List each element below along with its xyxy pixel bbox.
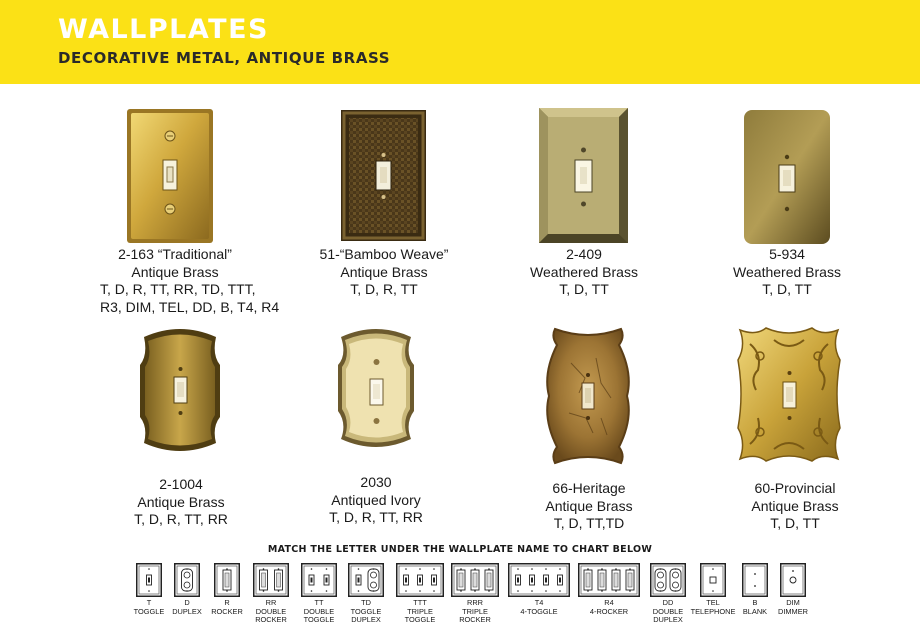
chart-plate-icon (451, 563, 499, 597)
product-finish: Weathered Brass (733, 263, 841, 280)
chart-item-description: TOGGLE (404, 615, 436, 625)
product-name: 2-409 (566, 246, 602, 262)
product-configs: T, D, R, TT (350, 281, 418, 297)
chart-item-description: DUPLEX (351, 615, 381, 625)
product-finish: Weathered Brass (530, 263, 638, 280)
product-configs: R3, DIM, TEL, DD, B, T4, R4 (100, 298, 280, 315)
chart-item-td (336, 563, 396, 625)
chart-item-description: TOGGLE (303, 615, 335, 625)
product-finish: Antique Brass (340, 263, 428, 280)
product-name: 51-“Bamboo Weave” (319, 246, 449, 262)
chart-item-code: T4 (534, 598, 544, 607)
chart-item-code: B (752, 598, 758, 607)
chart-plate-icon (348, 563, 384, 597)
product-finish: Antique Brass (131, 263, 219, 280)
chart-item-code: DIM (786, 598, 800, 607)
chart-item-t4 (508, 563, 570, 616)
product-name: 2-163 “Traditional” (118, 246, 232, 262)
chart-plate-icon (301, 563, 337, 597)
chart-item-r4 (578, 563, 640, 616)
chart-plate-icon (396, 563, 444, 597)
chart-item-code: RR (265, 598, 277, 607)
product-caption-bamboo-weave (304, 246, 464, 299)
chart-item-description: ROCKER (211, 606, 243, 616)
product-configs: T, D, TT,TD (553, 515, 625, 531)
chart-plate-icon (508, 563, 570, 597)
product-caption-provincial (720, 480, 870, 533)
chart-plate-icon (780, 563, 806, 597)
product-finish: Antique Brass (137, 493, 225, 510)
wallplate-weathered-5934-image (744, 110, 830, 244)
product-finish: Antique Brass (751, 497, 839, 514)
chart-item-description: 4-TOGGLE (520, 606, 558, 616)
product-finish: Antiqued Ivory (331, 491, 421, 508)
product-caption-traditional (100, 246, 280, 316)
chart-item-code: D (184, 598, 190, 607)
chart-plate-icon (700, 563, 726, 597)
product-configs: T, D, TT (559, 281, 609, 297)
product-configs: T, D, R, TT, RR (134, 511, 228, 527)
chart-item-ttt (390, 563, 450, 625)
wallplate-heritage-image (541, 323, 635, 469)
chart-item-code: TEL (706, 598, 720, 607)
product-caption-2409 (509, 246, 659, 299)
chart-heading: MATCH THE LETTER UNDER THE WALLPLATE NAME TO CHART BELOW (267, 544, 653, 555)
product-name: 60-Provincial (754, 480, 836, 496)
product-name: 66-Heritage (552, 480, 626, 496)
chart-item-description: DUPLEX (172, 606, 202, 616)
chart-item-code: RRR (466, 598, 483, 607)
product-configs: T, D, TT (762, 281, 812, 297)
wallplate-traditional-image (126, 108, 214, 244)
chart-item-description: TOGGLE (350, 606, 382, 616)
chart-item-description: DOUBLE (652, 606, 684, 616)
chart-item-description: TRIPLE (462, 606, 488, 616)
chart-item-code: R4 (604, 598, 614, 607)
chart-item-code: DD (662, 598, 674, 607)
product-configs: T, D, R, TT, RR (329, 509, 423, 525)
wallplate-provincial-image (736, 326, 842, 463)
chart-item-description: ROCKER (459, 615, 491, 625)
product-caption-2-1004 (106, 476, 256, 529)
chart-item-description: DUPLEX (653, 615, 683, 625)
page-subtitle: DECORATIVE METAL, ANTIQUE BRASS (58, 49, 391, 67)
chart-item-description: TRIPLE (407, 606, 433, 616)
product-caption-5934 (712, 246, 862, 299)
chart-item-description: DOUBLE (255, 606, 287, 616)
chart-item-code: TTT (413, 598, 427, 607)
chart-plate-icon (578, 563, 640, 597)
product-caption-heritage (514, 480, 664, 533)
product-caption-2030 (301, 474, 451, 527)
chart-item-code: TT (314, 598, 324, 607)
wallplate-bamboo-weave-image (341, 110, 426, 241)
page-title: WALLPLATES (58, 14, 269, 45)
chart-item-description: DIMMER (778, 606, 808, 616)
product-configs: T, D, R, TT, RR, TD, TTT, (100, 281, 256, 297)
chart-item-description: 4-ROCKER (589, 606, 629, 616)
chart-item-code: T (146, 598, 152, 607)
chart-item-code: TD (361, 598, 371, 607)
chart-item-rrr (445, 563, 505, 625)
chart-item-description: ROCKER (255, 615, 287, 625)
chart-item-code: R (224, 598, 230, 607)
header-banner (0, 0, 920, 84)
chart-item-description: DOUBLE (303, 606, 335, 616)
product-name: 2-1004 (159, 476, 203, 492)
wallplate-weathered-2409-image (539, 108, 628, 243)
chart-item-dim (763, 563, 823, 616)
chart-item-description: TOGGLE (133, 606, 165, 616)
chart-item-description: TELEPHONE (690, 606, 736, 616)
product-name: 2030 (360, 474, 392, 490)
wallplate-2-1004-image (134, 325, 226, 453)
chart-plate-icon (214, 563, 240, 597)
product-name: 5-934 (769, 246, 805, 262)
wallplate-2030-ivory-image (333, 325, 419, 451)
chart-plate-icon (253, 563, 289, 597)
product-configs: T, D, TT (770, 515, 820, 531)
chart-plate-icon (650, 563, 686, 597)
chart-item-description: BLANK (742, 606, 768, 616)
product-finish: Antique Brass (545, 497, 633, 514)
